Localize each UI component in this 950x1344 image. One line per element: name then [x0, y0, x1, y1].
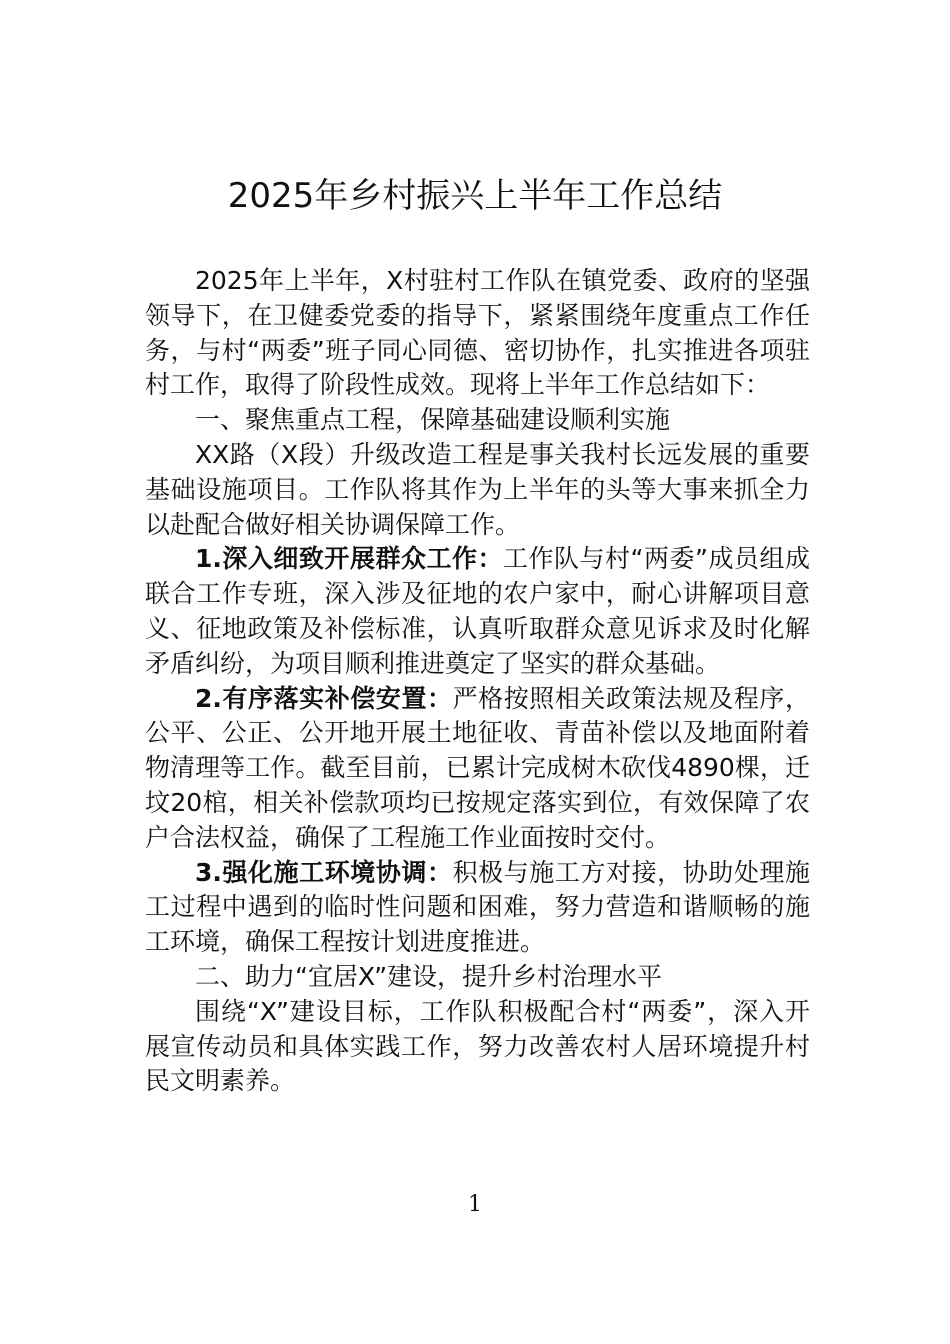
item-3-lead: 3.强化施工环境协调：	[195, 857, 453, 887]
item-3-body: 积极与施工方对接，协助处理施工过程中遇到的临时性问题和困难，努力营造和谐顺畅的施工环境，确保工程按计划进度推进。	[145, 857, 810, 957]
item-2-body: 严格按照相关政策法规及程序，公平、公正、公开地开展土地征收、青苗补偿以及地面附着物清理等工作。截至目前，已累计完成树木砍伐4890棵，迁坟20棺，相关补偿款项均已按规定落实到位，有效保障了农户合法权益，确保了工程施工作业面按时交付。	[145, 683, 810, 852]
item-1-lead: 1.深入细致开展群众工作：	[195, 544, 503, 574]
item-1-body: 工作队与村“两委”成员组成联合工作专班，深入涉及征地的农户家中，耐心讲解项目意义、征地政策及补偿标准，认真听取群众意见诉求及时化解矛盾纠纷，为项目顺利推进奠定了坚实的群众基础。	[145, 544, 810, 678]
item-3-paragraph	[145, 856, 810, 960]
document-body	[145, 264, 810, 1099]
section-2-heading: 二、助力“宜居X”建设，提升乡村治理水平	[195, 961, 663, 991]
intro-paragraph: 2025年上半年，X村驻村工作队在镇党委、政府的坚强领导下，在卫健委党委的指导下，紧紧围绕年度重点工作任务，与村“两委”班子同心同德、密切协作，扎实推进各项驻村工作，取得了阶段性成效。现将上半年工作总结如下：	[145, 266, 810, 400]
item-2-lead: 2.有序落实补偿安置：	[195, 683, 453, 713]
document-title: 2025年乡村振兴上半年工作总结	[227, 176, 723, 216]
item-1-paragraph	[145, 542, 810, 681]
page-number: 1	[468, 1192, 482, 1217]
section-1-heading: 一、聚焦重点工程，保障基础建设顺利实施	[195, 405, 671, 435]
section-1-intro-paragraph: XX路（X段）升级改造工程是事关我村长远发展的重要基础设施项目。工作队将其作为上半年的头等大事来抓全力以赴配合做好相关协调保障工作。	[145, 439, 810, 539]
section-2-intro-paragraph: 围绕“X”建设目标，工作队积极配合村“两委”，深入开展宣传动员和具体实践工作，努力改善农村人居环境提升村民文明素养。	[145, 996, 810, 1096]
item-2-paragraph	[145, 682, 810, 856]
